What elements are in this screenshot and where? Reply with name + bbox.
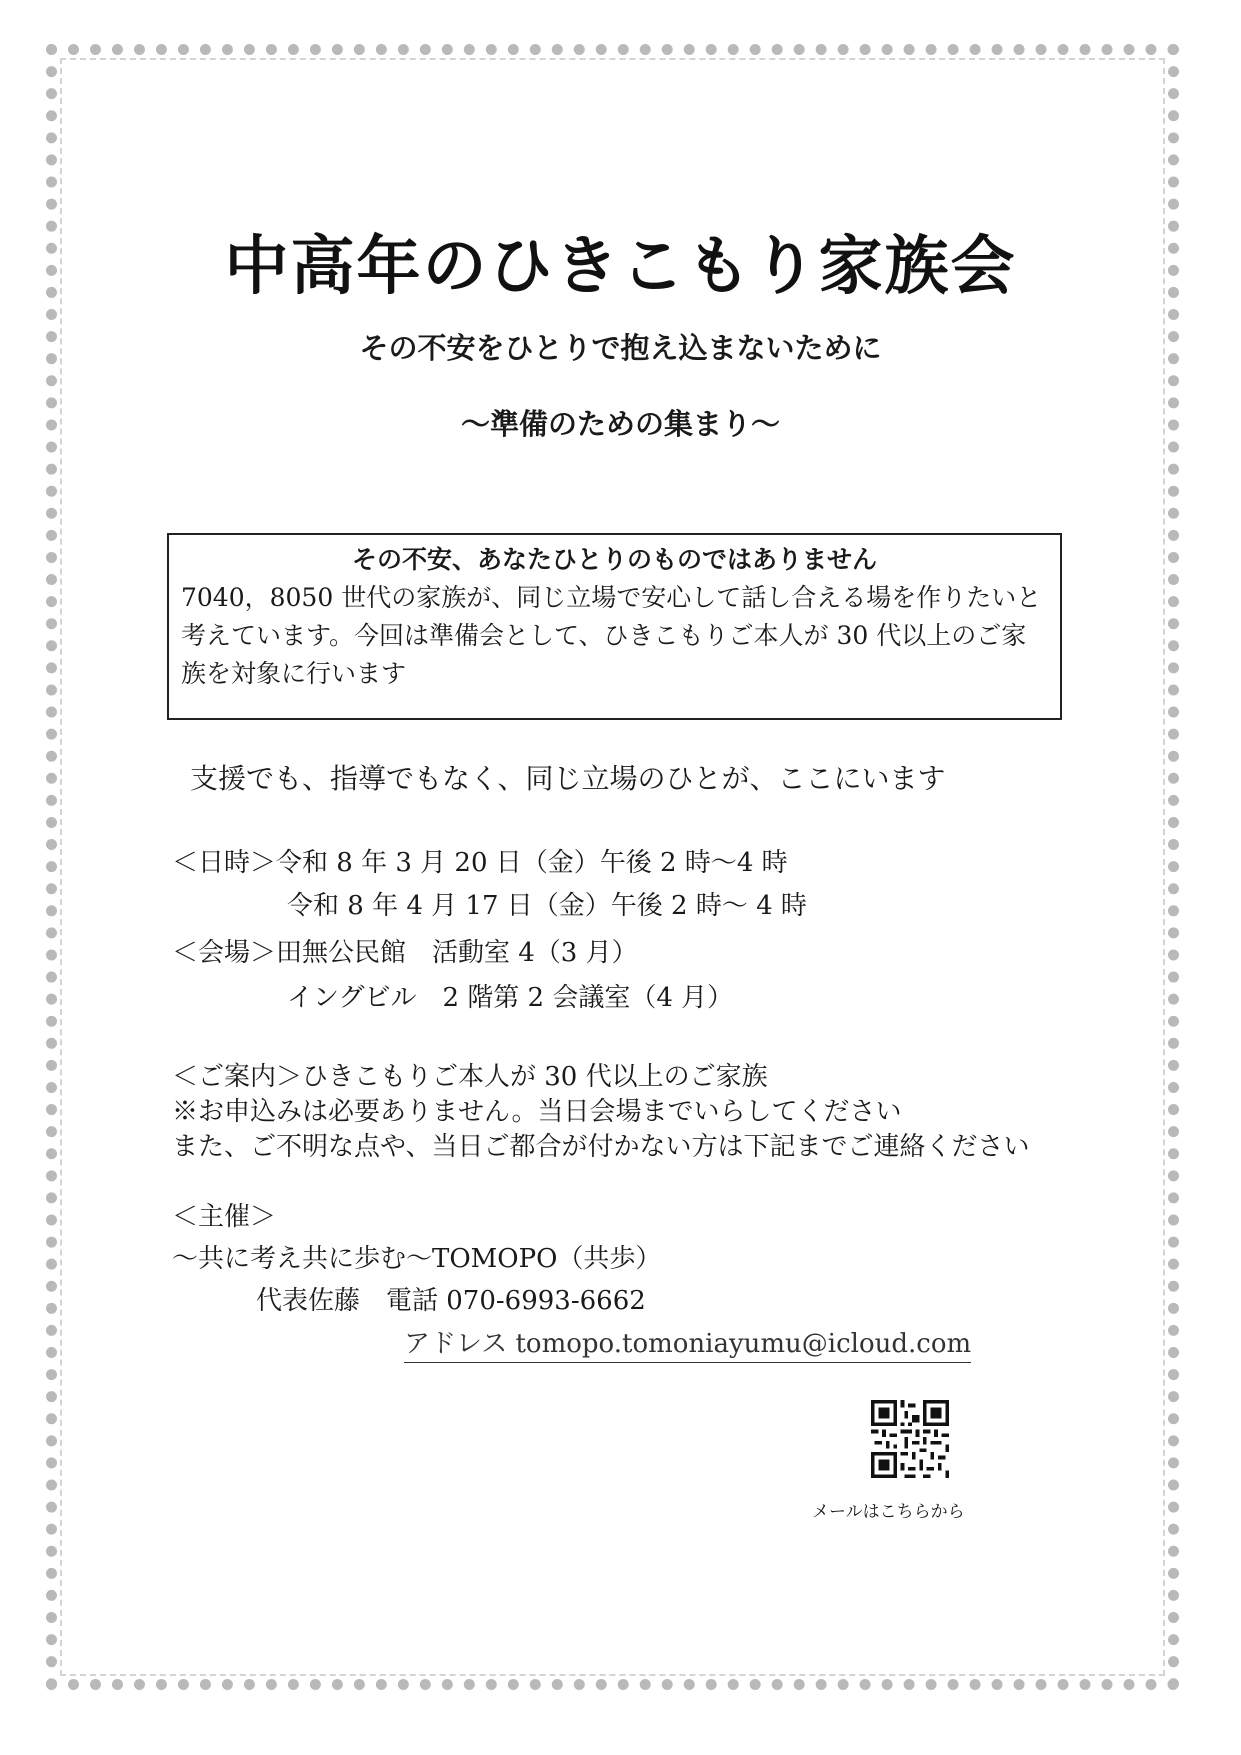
info-target: ＜ご案内＞ひきこもりご本人が 30 代以上のご家族	[172, 1062, 768, 1092]
organizer-label: ＜主催＞	[172, 1202, 277, 1232]
info-note-2: また、ご不明な点や、当日ご都合が付かない方は下記までご連絡ください	[172, 1132, 1030, 1162]
organizer-name: ～共に考え共に歩む～TOMOPO（共歩）	[172, 1244, 662, 1274]
venue-line-2: イングビル 2 階第 2 会議室（4 月）	[287, 983, 734, 1013]
info-note-1: ※お申込みは必要ありません。当日会場までいらしてください	[172, 1097, 902, 1127]
subtitle: その不安をひとりで抱え込まないために	[359, 331, 882, 365]
tagline: 支援でも、指導でもなく、同じ立場のひとが、ここにいます	[190, 762, 946, 795]
subtitle-secondary: ～準備のための集まり～	[460, 407, 780, 441]
intro-body: 7040，8050 世代の家族が、同じ立場で安心して話し合える場を作りたいと考えています。今回は準備会として、ひきこもりご本人が 30 代以上のご家族を対象に行います	[181, 583, 1042, 688]
organizer-section	[172, 1196, 661, 1280]
intro-box	[167, 533, 1062, 720]
intro-heading: その不安、あなたひとりのものではありません	[351, 545, 877, 574]
date-line-1: ＜日時＞令和 8 年 3 月 20 日（金）午後 2 時～4 時	[172, 848, 788, 878]
page-title: 中高年のひきこもり家族会	[224, 230, 1017, 304]
representative-phone: 代表佐藤 電話 070-6993-6662	[256, 1286, 646, 1316]
info-section	[172, 1060, 1052, 1165]
qr-code-icon[interactable]	[871, 1400, 949, 1478]
email-link[interactable]: アドレス tomopo.tomoniayumu@icloud.com	[404, 1323, 971, 1363]
qr-caption: メールはこちらから	[812, 1502, 965, 1522]
date-line-2: 令和 8 年 4 月 17 日（金）午後 2 時～ 4 時	[287, 891, 807, 921]
venue-line-1: ＜会場＞田無公民館 活動室 4（3 月）	[172, 938, 638, 968]
